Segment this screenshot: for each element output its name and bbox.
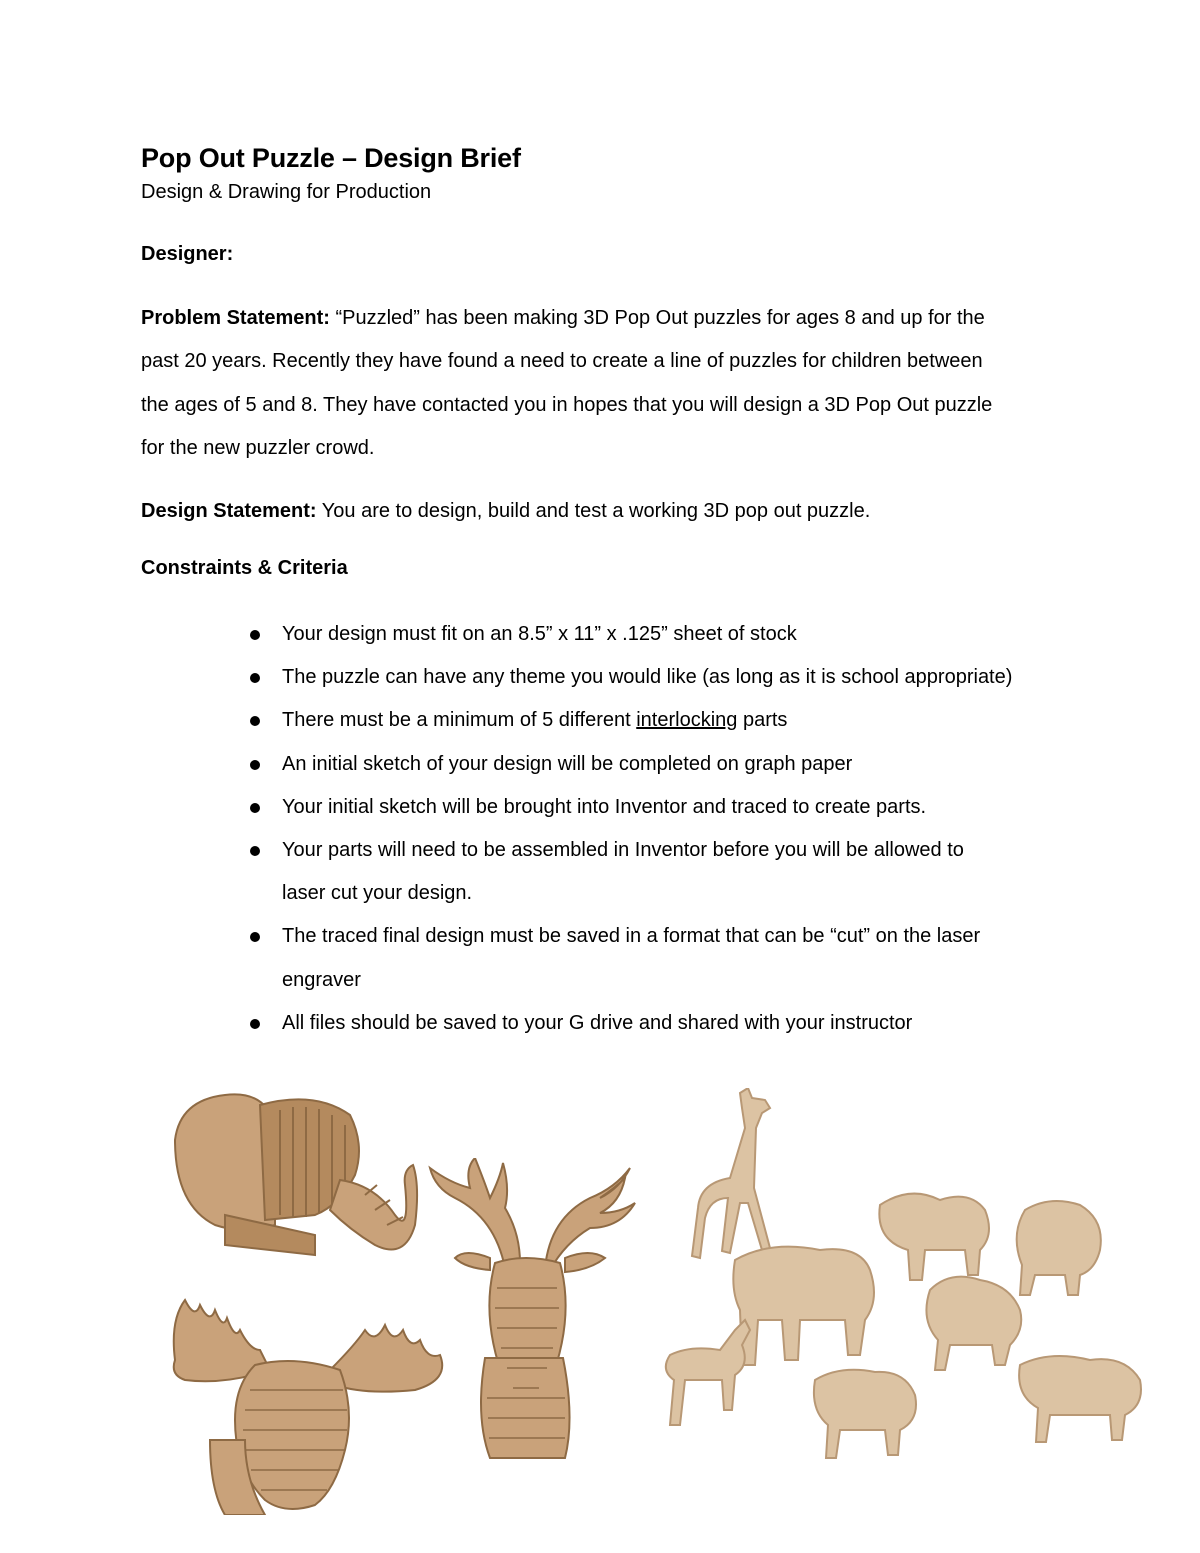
- problem-line-2: past 20 years. Recently they have found a need to create a line of puzzles for children between: [141, 350, 983, 373]
- constraints-heading: Constraints & Criteria: [141, 557, 348, 579]
- moose-head-shape: [174, 1300, 442, 1515]
- problem-line-4: for the new puzzler crowd.: [141, 436, 375, 459]
- bullet-icon: [250, 630, 260, 640]
- page-subtitle: Design & Drawing for Production: [141, 181, 432, 203]
- moose-head-image: [165, 1290, 455, 1515]
- elephant-head-shape: [175, 1094, 417, 1255]
- elephant-head-image: [165, 1085, 425, 1275]
- list-item-text: The puzzle can have any theme you would like (as long as it is school appropriate): [282, 666, 1013, 689]
- design-statement-text: You are to design, build and test a working 3D pop out puzzle.: [316, 500, 871, 522]
- list-item-text: The traced final design must be saved in a format that can be “cut” on the laser: [282, 925, 981, 948]
- list-item-text-continued: engraver: [282, 968, 361, 991]
- bullet-icon: [250, 760, 260, 770]
- bullet-icon: [250, 1019, 260, 1029]
- problem-statement-label: Problem Statement:: [141, 307, 330, 329]
- list-item-text-post: parts: [737, 709, 788, 732]
- constraints-list: [245, 613, 1075, 1045]
- list-item: [245, 656, 1075, 699]
- bear-model-shape: [1017, 1201, 1101, 1295]
- bullet-icon: [250, 673, 260, 683]
- bullet-icon: [250, 803, 260, 813]
- bullet-icon: [250, 716, 260, 726]
- deer-head-image: [425, 1158, 640, 1463]
- bullet-icon: [250, 846, 260, 856]
- list-item-text-pre: There must be a minimum of 5 different: [282, 709, 637, 732]
- lion-model-shape: [879, 1194, 989, 1280]
- problem-text-1: “Puzzled” has been making 3D Pop Out puzzles for ages 8 and up for the: [329, 307, 985, 329]
- bullet-icon: [250, 932, 260, 942]
- list-item-text: Your initial sketch will be brought into Inventor and traced to create parts.: [282, 795, 927, 818]
- elephant-model-shape: [733, 1247, 874, 1365]
- list-item-text: [282, 699, 1075, 742]
- list-item-text: Your parts will need to be assembled in Inventor before you will be allowed to: [282, 839, 964, 862]
- animal-set-image: [650, 1180, 1155, 1480]
- list-item: [245, 699, 1075, 742]
- designer-label: Designer:: [141, 243, 234, 265]
- list-item-text: All files should be saved to your G drive and shared with your instructor: [282, 1011, 913, 1034]
- problem-line-1: [141, 297, 1071, 340]
- dinosaur-model-shape: [926, 1277, 1021, 1370]
- list-item-text: An initial sketch of your design will be completed on graph paper: [282, 752, 853, 775]
- sheep-model-shape: [1019, 1356, 1141, 1442]
- list-item: [245, 915, 1075, 1001]
- list-item: [245, 613, 1075, 656]
- list-item-text: Your design must fit on an 8.5” x 11” x .125” sheet of stock: [282, 623, 797, 645]
- page-title: Pop Out Puzzle – Design Brief: [141, 143, 521, 173]
- problem-statement: [141, 297, 1071, 470]
- underlined-term: interlocking: [636, 709, 738, 732]
- deer-model-shape: [666, 1320, 750, 1425]
- problem-line-3: the ages of 5 and 8. They have contacted you in hopes that you will design a 3D Pop Out puzzle: [141, 393, 993, 416]
- design-statement: [141, 500, 870, 523]
- design-statement-label: Design Statement:: [141, 500, 317, 522]
- rhino-model-shape: [814, 1370, 916, 1458]
- list-item: [245, 1002, 1075, 1045]
- list-item: [245, 743, 1075, 786]
- list-item-text-continued: laser cut your design.: [282, 882, 473, 905]
- list-item: [245, 786, 1075, 829]
- list-item: [245, 829, 1075, 915]
